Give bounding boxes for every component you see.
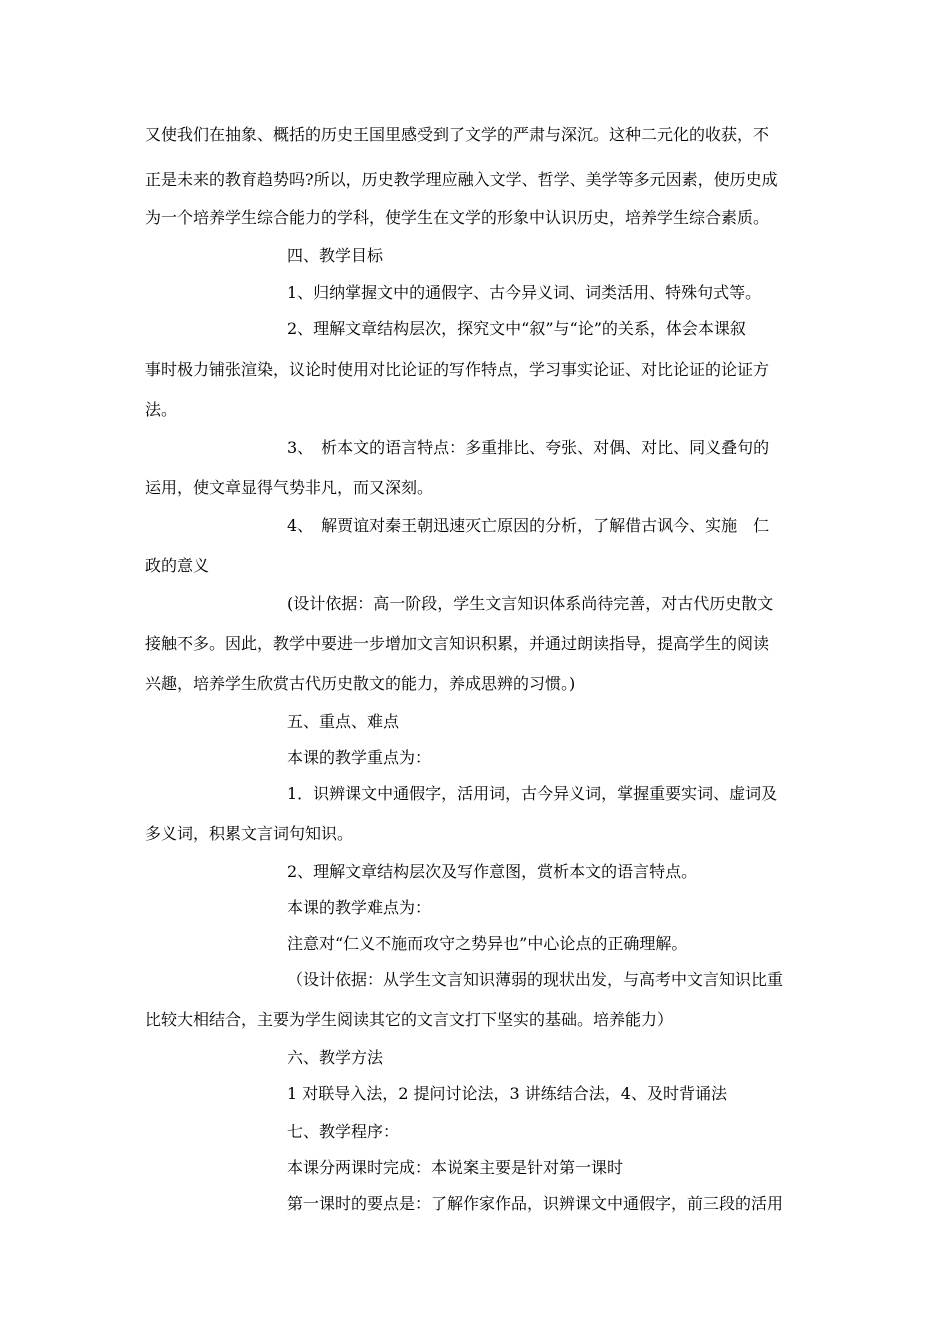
design-basis: (设计依据：高一阶段，学生文言知识体系尚待完善，对古代历史散文 [287, 594, 774, 613]
subheading: 本课的教学难点为： [287, 898, 432, 917]
goal-item: 4、 解贾谊对秦王朝迅速灭亡原因的分析，了解借古讽今、实施 仁 [287, 516, 770, 535]
paragraph-line: 多义词，积累文言词句知识。 [145, 824, 354, 843]
design-basis: （设计依据：从学生文言知识薄弱的现状出发，与高考中文言知识比重 [287, 970, 784, 989]
section-heading: 四、教学目标 [287, 246, 384, 265]
methods-line: 1 对联导入法，2 提问讨论法，3 讲练结合法，4、及时背诵法 [287, 1084, 727, 1103]
goal-item: 1、归纳掌握文中的通假字、古今异义词、词类活用、特殊句式等。 [287, 283, 762, 302]
paragraph-line: 又使我们在抽象、概括的历史王国里感受到了文学的严肃与深沉。这种二元化的收获，不 [145, 125, 770, 144]
paragraph-line: 政的意义 [145, 556, 210, 575]
section-heading: 五、重点、难点 [287, 712, 400, 731]
paragraph-line: 兴趣，培养学生欣赏古代历史散文的能力，养成思辨的习惯。) [145, 674, 576, 693]
key-point-item: 1．识辨课文中通假字，活用词，古今异义词，掌握重要实词、虚词及 [287, 784, 778, 803]
subheading: 本课的教学重点为： [287, 748, 432, 767]
paragraph-line: 法。 [145, 400, 178, 419]
section-heading: 七、教学程序： [287, 1122, 400, 1141]
paragraph-line: 事时极力铺张渲染，议论时使用对比论证的写作特点，学习事实论证、对比论证的论证方 [145, 360, 770, 379]
paragraph-line: 运用，使文章显得气势非凡，而又深刻。 [145, 478, 434, 497]
paragraph-line: 接触不多。因此，教学中要进一步增加文言知识积累，并通过朗读指导，提高学生的阅读 [145, 634, 770, 653]
difficulty-item: 注意对“仁义不施而攻守之势异也”中心论点的正确理解。 [287, 934, 688, 953]
paragraph-line: 正是未来的教育趋势吗?所以，历史教学理应融入文学、哲学、美学等多元因素，使历史成 [145, 170, 778, 189]
paragraph-line: 比较大相结合，主要为学生阅读其它的文言文打下坚实的基础。培养能力） [145, 1010, 674, 1029]
key-point-item: 2、理解文章结构层次及写作意图，赏析本文的语言特点。 [287, 862, 698, 881]
paragraph-line: 为一个培养学生综合能力的学科，使学生在文学的形象中认识历史，培养学生综合素质。 [145, 208, 770, 227]
procedure-line: 本课分两课时完成：本说案主要是针对第一课时 [287, 1158, 624, 1177]
goal-item: 3、 析本文的语言特点：多重排比、夸张、对偶、对比、同义叠句的 [287, 438, 770, 457]
goal-item: 2、理解文章结构层次，探究文中“叙”与“论”的关系，体会本课叙 [287, 319, 746, 338]
procedure-line: 第一课时的要点是：了解作家作品，识辨课文中通假字，前三段的活用 [287, 1194, 784, 1213]
section-heading: 六、教学方法 [287, 1048, 384, 1067]
